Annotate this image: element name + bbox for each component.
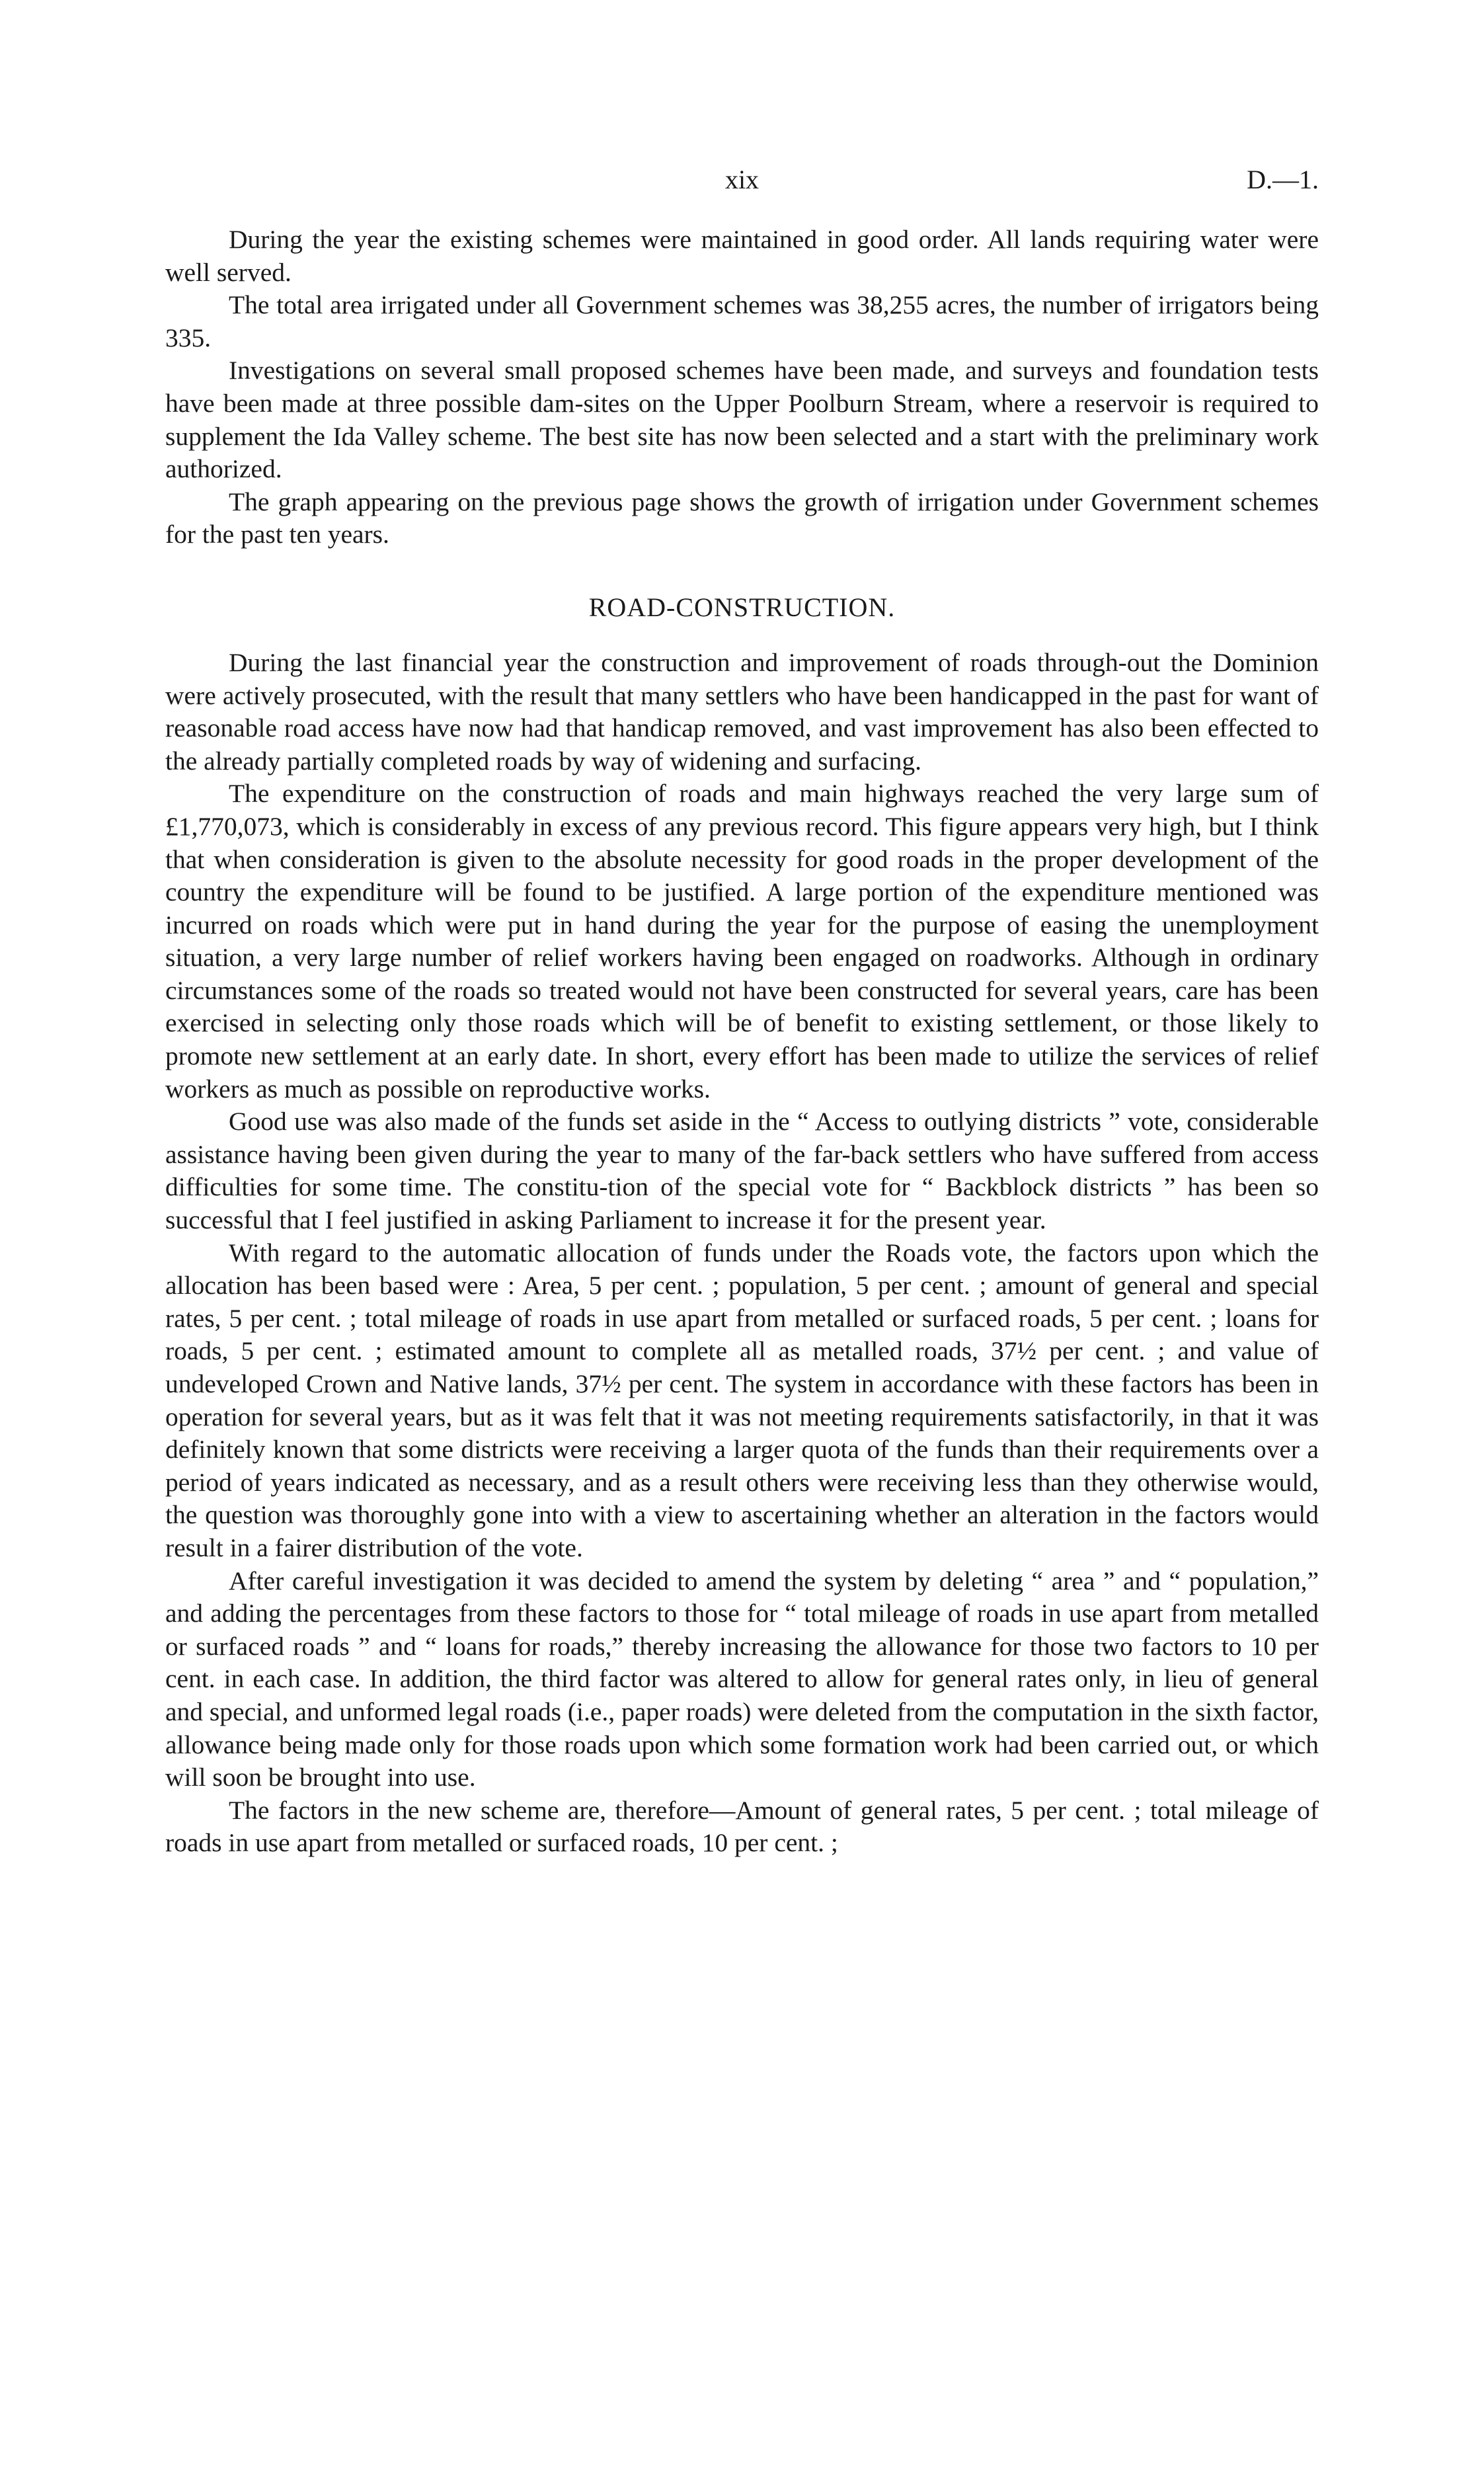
body-text bbox=[165, 223, 1319, 1860]
paragraph: The factors in the new scheme are, therefore—Amount of general rates, 5 per cent. ; total mileage of roads in use apart from metalled or surfaced roads, 10 per cent. ; bbox=[165, 1795, 1319, 1858]
page-header bbox=[165, 164, 1319, 204]
paragraph: Good use was also made of the funds set aside in the “ Access to outlying districts ” vote, considerable assistance having been given during the year to many of the far-back settlers who have suffered from access difficulties for some time. The constitu-tion of the special vote for “ Backblock districts ” has been so successful that I feel justified in asking Parliament to increase it for the present year. bbox=[165, 1107, 1319, 1235]
paragraph: During the year the existing schemes were maintained in good order. All lands requiring water were well served. bbox=[165, 225, 1319, 287]
paragraph: The total area irrigated under all Government schemes was 38,255 acres, the number of irrigators being 335. bbox=[165, 290, 1319, 352]
page-number: xix bbox=[724, 165, 760, 194]
irrigation-section bbox=[165, 223, 1319, 551]
section-heading: ROAD-CONSTRUCTION. bbox=[588, 592, 896, 622]
road-construction-section bbox=[165, 647, 1319, 1860]
paragraph: During the last financial year the construction and improvement of roads through-out the Dominion were actively prosecuted, with the result that many settlers who have been handicapped in the past for want of reasonable road access have now had that handicap removed, and vast improvement has also been effected to the already partially completed roads by way of widening and surfacing. bbox=[165, 647, 1319, 776]
paragraph: The expenditure on the construction of roads and main highways reached the very large sum of £1,770,073, which is considerably in excess of any previous record. This figure appears very high, but I think that when consideration is given to the absolute necessity for good roads in the proper development of the country the expenditure will be found to be justified. A large portion of the expenditure mentioned was incurred on roads which were put in hand during the year for the purpose of easing the unemployment situation, a very large number of relief workers having been engaged on roadworks. Although in ordinary circumstances some of the roads so treated would not have been constructed for several years, care has been exercised in selecting only those roads which will be of benefit to existing settlement, or those likely to promote new settlement at an early date. In short, every effort has been made to utilize the services of relief workers as much as possible on reproductive works. bbox=[165, 779, 1319, 1103]
paragraph: Investigations on several small proposed schemes have been made, and surveys and foundation tests have been made at three possible dam-sites on the Upper Poolburn Stream, where a reservoir is required to supplement the Ida Valley scheme. The best site has now been selected and a start with the preliminary work authorized. bbox=[165, 356, 1319, 484]
paragraph: With regard to the automatic allocation of funds under the Roads vote, the factors upon which the allocation has been based were : Area, 5 per cent. ; population, 5 per cent. ; amount of general and special rates, 5 per cent. ; total mileage of roads in use apart from metalled or surfaced roads, 5 per cent. ; loans for roads, 5 per cent. ; estimated amount to complete all as metalled roads, 37½ per cent. ; and value of undeveloped Crown and Native lands, 37½ per cent. The system in accordance with these factors has been in operation for several years, but as it was felt that it was not meeting requirements satisfactorily, in that it was definitely known that some districts were receiving a larger quota of the funds than their requirements over a period of years indicated as necessary, and as a result others were receiving less than they otherwise would, the question was thoroughly gone into with a view to ascertaining whether an alteration in the factors would result in a fairer distribution of the vote. bbox=[165, 1238, 1319, 1562]
paragraph: After careful investigation it was decided to amend the system by deleting “ area ” and “ population,” and adding the percentages from these factors to those for “ total mileage of roads in use apart from metalled or surfaced roads ” and “ loans for roads,” thereby increasing the allowance for those two factors to 10 per cent. in each case. In addition, the third factor was altered to allow for general rates only, in lieu of general and special, and unformed legal roads (i.e., paper roads) were deleted from the computation in the sixth factor, allowance being made only for those roads upon which some formation work had been carried out, or which will soon be brought into use. bbox=[165, 1566, 1319, 1792]
document-reference: D.—1. bbox=[1247, 165, 1319, 194]
paragraph: The graph appearing on the previous page shows the growth of irrigation under Government schemes for the past ten years. bbox=[165, 487, 1319, 549]
